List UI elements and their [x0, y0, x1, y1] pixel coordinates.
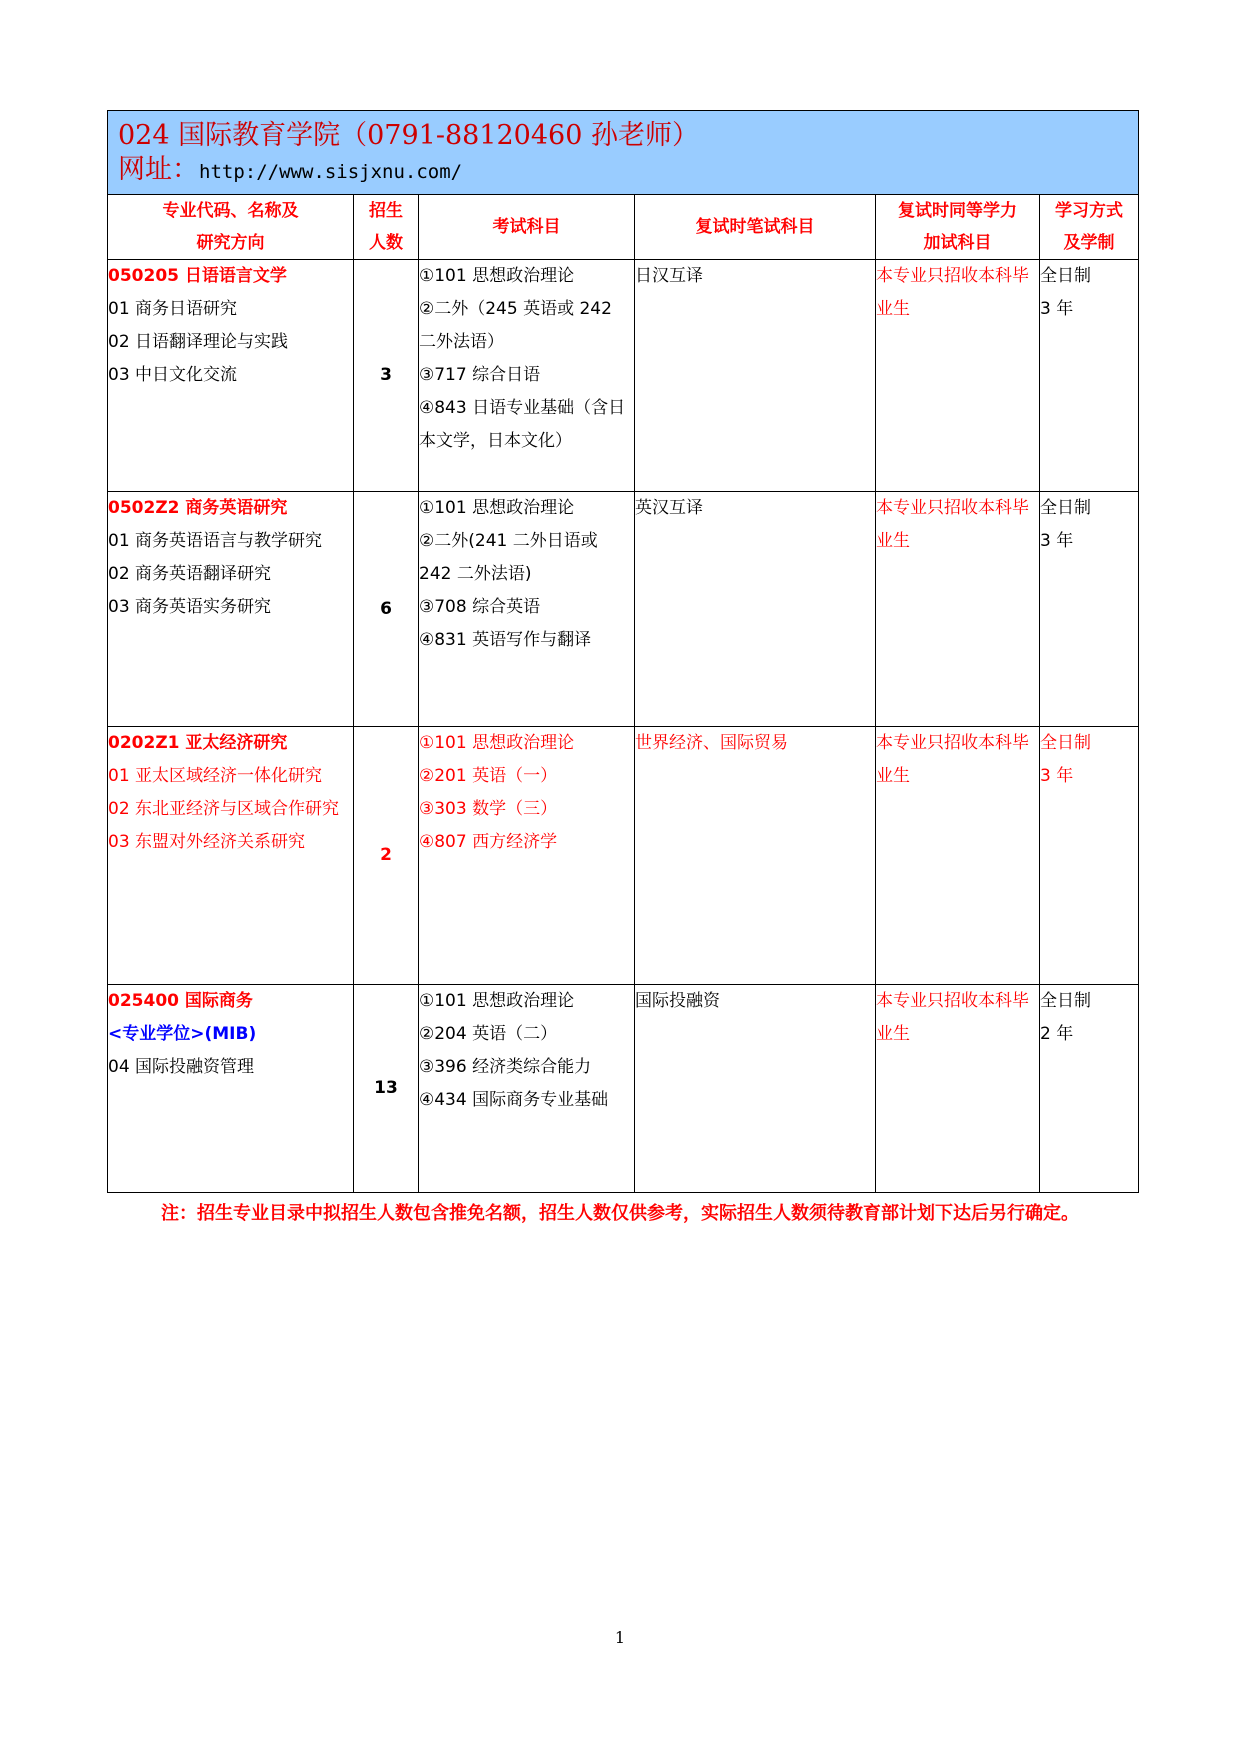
exam-subject: ④807 西方经济学	[419, 832, 558, 852]
exam-subject: ①101 思想政治理论	[419, 733, 575, 753]
major-cell	[108, 492, 354, 727]
header-count: 招生 人数	[354, 195, 419, 260]
website-line	[118, 153, 1128, 189]
page-number: 1	[614, 1628, 626, 1647]
extra-cell: 本专业只招收本科毕业生	[876, 985, 1040, 1193]
website-url: http://www.sisjxnu.com/	[199, 161, 463, 183]
mode-cell: 全日制 3 年	[1040, 492, 1139, 727]
exam-subject: ①101 思想政治理论	[419, 266, 575, 286]
major-cell	[108, 727, 354, 985]
enrollment-count: 2	[354, 727, 419, 985]
exam-subject: ③303 数学（三）	[419, 799, 558, 819]
header-mode: 学习方式 及学制	[1040, 195, 1139, 260]
retest-cell: 世界经济、国际贸易	[635, 727, 876, 985]
exam-subject: ①101 思想政治理论	[419, 498, 575, 518]
college-title: 024 国际教育学院（0791-88120460 孙老师）	[118, 120, 699, 151]
major-title: 0202Z1 亚太经济研究	[108, 733, 288, 753]
major-cell	[108, 260, 354, 492]
research-direction: 03 中日文化交流	[108, 365, 238, 385]
header-exam: 考试科目	[419, 195, 635, 260]
exam-subject: ②204 英语（二）	[419, 1024, 558, 1044]
table-row	[108, 260, 1139, 492]
exam-subject: ②201 英语（一）	[419, 766, 558, 786]
website-label: 网址：	[118, 154, 199, 185]
major-cell	[108, 985, 354, 1193]
exam-subject: ③396 经济类综合能力	[419, 1057, 592, 1077]
extra-cell: 本专业只招收本科毕业生	[876, 727, 1040, 985]
retest-cell: 日汉互译	[635, 260, 876, 492]
college-banner	[108, 111, 1139, 195]
exam-subject: ④843 日语专业基础（含日本文学，日本文化）	[419, 398, 626, 451]
exam-subject: ②二外(241 二外日语或 242 二外法语)	[419, 531, 598, 584]
research-direction: 01 商务日语研究	[108, 299, 238, 319]
catalog-sheet	[107, 110, 1138, 1193]
degree-type: <专业学位>(MIB)	[108, 1024, 257, 1044]
retest-cell: 国际投融资	[635, 985, 876, 1193]
research-direction: 01 商务英语语言与教学研究	[108, 531, 323, 551]
enrollment-count: 3	[354, 260, 419, 492]
mode-cell: 全日制 3 年	[1040, 727, 1139, 985]
exam-cell	[419, 492, 635, 727]
exam-cell	[419, 260, 635, 492]
mode-cell: 全日制 2 年	[1040, 985, 1139, 1193]
research-direction: 02 商务英语翻译研究	[108, 564, 272, 584]
research-direction: 03 东盟对外经济关系研究	[108, 832, 306, 852]
research-direction: 02 东北亚经济与区域合作研究	[108, 799, 340, 819]
header-extra: 复试时同等学力 加试科目	[876, 195, 1040, 260]
exam-cell	[419, 985, 635, 1193]
major-title: 0502Z2 商务英语研究	[108, 498, 288, 518]
extra-cell: 本专业只招收本科毕业生	[876, 492, 1040, 727]
exam-subject: ③708 综合英语	[419, 597, 541, 617]
exam-subject: ③717 综合日语	[419, 365, 541, 385]
table-row	[108, 985, 1139, 1193]
enrollment-count: 13	[354, 985, 419, 1193]
exam-subject: ②二外（245 英语或 242 二外法语）	[419, 299, 612, 352]
retest-cell: 英汉互译	[635, 492, 876, 727]
admissions-table	[107, 110, 1139, 1193]
footnote: 注：招生专业目录中拟招生人数包含推免名额，招生人数仅供参考，实际招生人数须待教育部计划下达后另行确定。	[161, 1203, 1079, 1224]
exam-subject: ①101 思想政治理论	[419, 991, 575, 1011]
major-title: 050205 日语语言文学	[108, 266, 287, 286]
major-title: 025400 国际商务	[108, 991, 253, 1011]
mode-cell: 全日制 3 年	[1040, 260, 1139, 492]
extra-cell: 本专业只招收本科毕业生	[876, 260, 1040, 492]
research-direction: 02 日语翻译理论与实践	[108, 332, 289, 352]
table-row	[108, 727, 1139, 985]
research-direction: 01 亚太区域经济一体化研究	[108, 766, 323, 786]
exam-subject: ④831 英语写作与翻译	[419, 630, 592, 650]
exam-cell	[419, 727, 635, 985]
research-direction: 03 商务英语实务研究	[108, 597, 272, 617]
enrollment-count: 6	[354, 492, 419, 727]
header-major: 专业代码、名称及 研究方向	[108, 195, 354, 260]
research-direction: 04 国际投融资管理	[108, 1057, 255, 1077]
exam-subject: ④434 国际商务专业基础	[419, 1090, 609, 1110]
header-row	[108, 195, 1139, 260]
header-retest: 复试时笔试科目	[635, 195, 876, 260]
table-row	[108, 492, 1139, 727]
